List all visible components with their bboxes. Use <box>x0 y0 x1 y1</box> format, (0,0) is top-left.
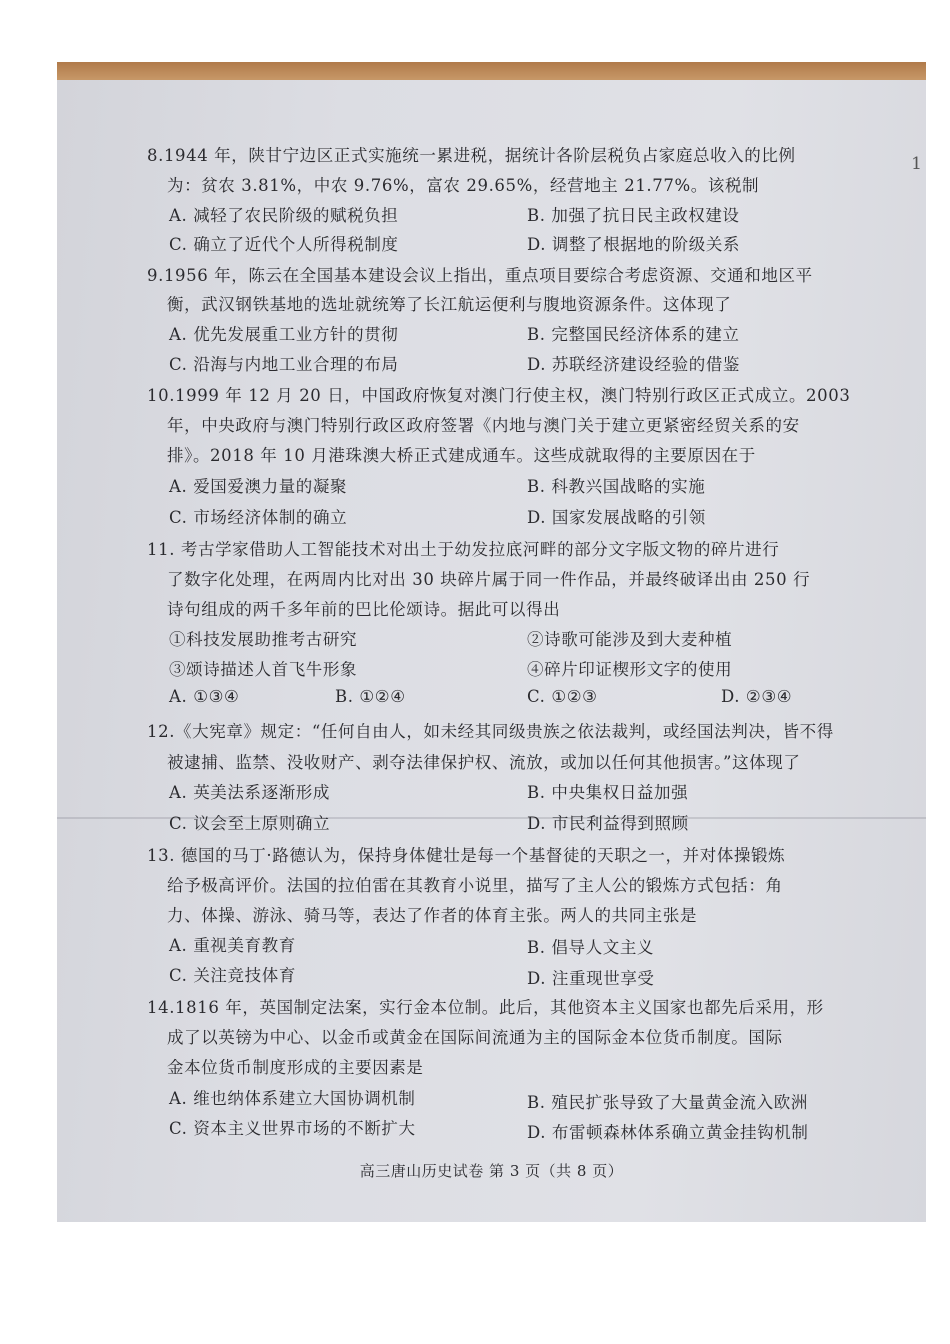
q8-line-1: 8.1944 年，陕甘宁边区正式实施统一累进税，据统计各阶层税负占家庭总收入的比例 <box>147 146 796 165</box>
q12-option-b: B. 中央集权日益加强 <box>527 783 689 802</box>
q8-line-2: 为：贫农 3.81%，中农 9.76%，富农 29.65%，经营地主 21.77%。该税制 <box>167 176 760 195</box>
q10-option-a: A. 爱国爱澳力量的凝聚 <box>169 477 348 496</box>
q12-line-1: 12.《大宪章》规定：“任何自由人，如未经其同级贵族之依法裁判，或经国法判决，皆不得 <box>147 722 834 741</box>
q14-line-1: 14.1816 年，英国制定法案，实行金本位制。此后，其他资本主义国家也都先后采用，形 <box>147 998 824 1017</box>
q12-option-d: D. 市民利益得到照顾 <box>527 814 689 833</box>
q13-line-3: 力、体操、游泳、骑马等，表达了作者的体育主张。两人的共同主张是 <box>167 906 698 925</box>
q14-option-d: D. 布雷顿森林体系确立黄金挂钩机制 <box>527 1123 809 1142</box>
q10-option-c: C. 市场经济体制的确立 <box>169 508 348 527</box>
q14-line-2: 成了以英镑为中心、以金币或黄金在国际间流通为主的国际金本位货币制度。国际 <box>167 1028 783 1047</box>
q8-option-b: B. 加强了抗日民主政权建设 <box>527 206 740 225</box>
q11-statement-3: ③颂诗描述人首飞牛形象 <box>169 660 358 679</box>
q9-option-c: C. 沿海与内地工业合理的布局 <box>169 355 399 374</box>
q9-option-d: D. 苏联经济建设经验的借鉴 <box>527 355 741 374</box>
q8-option-c: C. 确立了近代个人所得税制度 <box>169 235 399 254</box>
q13-option-d: D. 注重现世享受 <box>527 969 655 988</box>
q11-option-c: C. ①②③ <box>527 687 598 706</box>
q11-statement-4: ④碎片印证楔形文字的使用 <box>527 660 733 679</box>
photo-frame <box>57 62 926 1222</box>
q11-line-3: 诗句组成的两千多年前的巴比伦颂诗。据此可以得出 <box>167 600 561 619</box>
q10-option-b: B. 科教兴国战略的实施 <box>527 477 706 496</box>
q10-option-d: D. 国家发展战略的引领 <box>527 508 706 527</box>
q14-option-b: B. 殖民扩张导致了大量黄金流入欧洲 <box>527 1093 808 1112</box>
q13-option-c: C. 关注竞技体育 <box>169 966 296 985</box>
q12-option-a: A. 英美法系逐渐形成 <box>169 783 331 802</box>
q9-line-1: 9.1956 年，陈云在全国基本建设会议上指出，重点项目要综合考虑资源、交通和地区平 <box>147 266 813 285</box>
q9-line-2: 衡，武汉钢铁基地的选址就统筹了长江航运便利与腹地资源条件。这体现了 <box>167 295 732 314</box>
q10-line-2: 年，中央政府与澳门特别行政区政府签署《内地与澳门关于建立更紧密经贸关系的安 <box>167 416 800 435</box>
q14-option-c: C. 资本主义世界市场的不断扩大 <box>169 1119 416 1138</box>
q11-line-1: 11. 考古学家借助人工智能技术对出土于幼发拉底河畔的部分文字版文物的碎片进行 <box>147 540 780 559</box>
q11-option-a: A. ①③④ <box>169 687 240 706</box>
q10-line-1: 10.1999 年 12 月 20 日，中国政府恢复对澳门行使主权，澳门特别行政区正式成立。2003 <box>147 386 851 405</box>
q14-line-3: 金本位货币制度形成的主要因素是 <box>167 1058 424 1077</box>
q13-line-2: 给予极高评价。法国的拉伯雷在其教育小说里，描写了主人公的锻炼方式包括：角 <box>167 876 783 895</box>
q11-statement-2: ②诗歌可能涉及到大麦种植 <box>527 630 733 649</box>
q11-option-d: D. ②③④ <box>721 687 793 706</box>
q13-option-b: B. 倡导人文主义 <box>527 938 655 957</box>
q11-statement-1: ①科技发展助推考古研究 <box>169 630 358 649</box>
table-edge <box>57 62 926 80</box>
q11-option-b: B. ①②④ <box>335 687 406 706</box>
q12-option-c: C. 议会至上原则确立 <box>169 814 331 833</box>
page-edge-mark: 1 <box>911 154 922 174</box>
q14-option-a: A. 维也纳体系建立大国协调机制 <box>169 1089 416 1108</box>
q9-option-a: A. 优先发展重工业方针的贯彻 <box>169 325 399 344</box>
page-footer: 高三唐山历史试卷 第 3 页（共 8 页） <box>359 1162 624 1180</box>
q8-option-d: D. 调整了根据地的阶级关系 <box>527 235 741 254</box>
q13-line-1: 13. 德国的马丁·路德认为，保持身体健壮是每一个基督徒的天职之一，并对体操锻炼 <box>147 846 786 865</box>
q9-option-b: B. 完整国民经济体系的建立 <box>527 325 740 344</box>
q13-option-a: A. 重视美育教育 <box>169 936 296 955</box>
q8-option-a: A. 减轻了农民阶级的赋税负担 <box>169 206 399 225</box>
q11-line-2: 了数字化处理，在两周内比对出 30 块碎片属于同一件作品，并最终破译出由 250 行 <box>167 570 811 589</box>
q10-line-3: 排》。2018 年 10 月港珠澳大桥正式建成通车。这些成就取得的主要原因在于 <box>167 446 756 465</box>
q12-line-2: 被逮捕、监禁、没收财产、剥夺法律保护权、流放，或加以任何其他损害。”这体现了 <box>167 753 801 772</box>
